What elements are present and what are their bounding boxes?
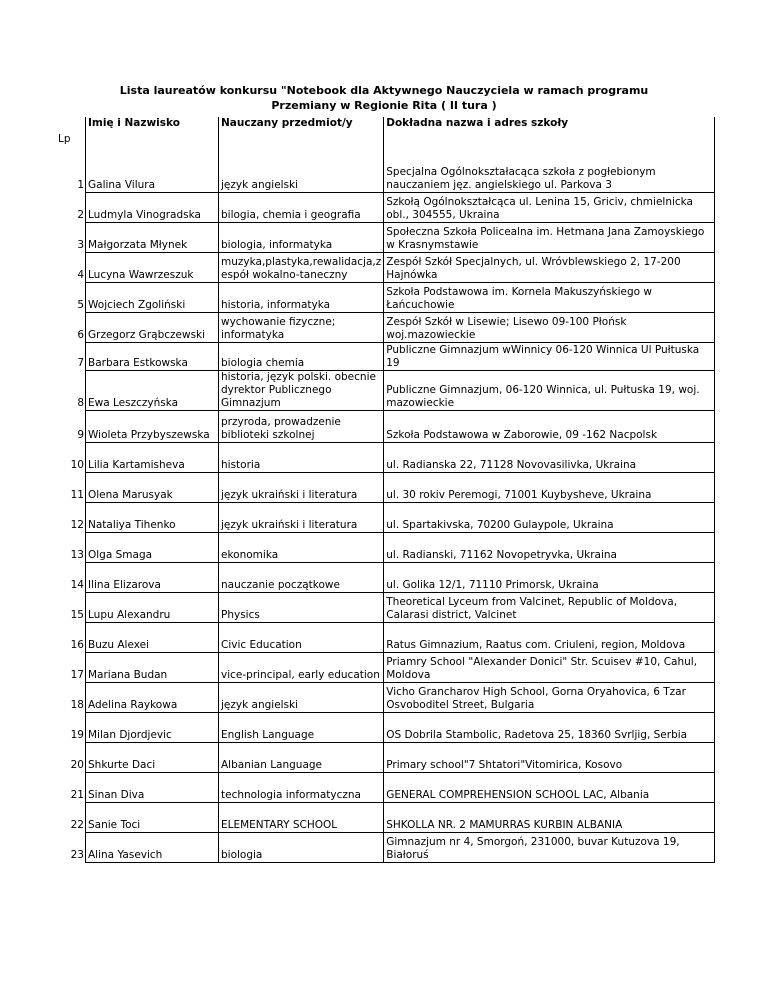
table-row: [58, 222, 715, 252]
header-school: Dokładna nazwa i adres szkoły: [384, 117, 715, 146]
table-row: [58, 742, 715, 772]
school-address: Szkoła Podstawowa im. Kornela Makuszyńskiego w Łańcuchowie: [384, 282, 715, 312]
teacher-name: Mariana Budan: [86, 652, 219, 682]
row-number: 10: [58, 442, 86, 472]
teacher-name: Lupu Alexandru: [86, 592, 219, 622]
table-row: [58, 712, 715, 742]
subject-taught: Civic Education: [219, 622, 384, 652]
school-address: Theoretical Lyceum from Valcinet, Republic of Moldova, Calarasi district, Valcinet: [384, 592, 715, 622]
table-row: [58, 410, 715, 442]
school-address: Szkoła Podstawowa w Zaborowie, 09 -162 Nacpolsk: [384, 410, 715, 442]
row-number: 22: [58, 802, 86, 832]
school-address: ul. 30 rokiv Peremogi, 71001 Kuybysheve, Ukraina: [384, 472, 715, 502]
row-number: 9: [58, 410, 86, 442]
row-number: 5: [58, 282, 86, 312]
teacher-name: Olga Smaga: [86, 532, 219, 562]
school-address: ul. Radianski, 71162 Novopetryvka, Ukraina: [384, 532, 715, 562]
table-row: [58, 370, 715, 410]
table-row: [58, 622, 715, 652]
table-row: [58, 342, 715, 370]
school-address: Zespół Szkół Specjalnych, ul. Wróvblewskiego 2, 17-200 Hajnówka: [384, 252, 715, 282]
table-row: [58, 146, 715, 192]
subject-taught: język ukraiński i literatura: [219, 472, 384, 502]
subject-taught: Albanian Language: [219, 742, 384, 772]
row-number: 19: [58, 712, 86, 742]
school-address: GENERAL COMPREHENSION SCHOOL LAC, Albania: [384, 772, 715, 802]
teacher-name: Grzegorz Grąbczewski: [86, 312, 219, 342]
table-row: [58, 592, 715, 622]
subject-taught: język angielski: [219, 146, 384, 192]
teacher-name: Lilia Kartamisheva: [86, 442, 219, 472]
subject-taught: wychowanie fizyczne; informatyka: [219, 312, 384, 342]
row-number: 20: [58, 742, 86, 772]
school-address: Priamry School "Alexander Donici" Str. Scuisev #10, Cahul, Moldova: [384, 652, 715, 682]
row-number: 18: [58, 682, 86, 712]
school-address: Gimnazjum nr 4, Smorgoń, 231000, buvar Kutuzova 19, Białoruś: [384, 832, 715, 862]
table-row: [58, 502, 715, 532]
subject-taught: biologia chemia: [219, 342, 384, 370]
subject-taught: historia, informatyka: [219, 282, 384, 312]
subject-taught: ekonomika: [219, 532, 384, 562]
school-address: Vicho Grancharov High School, Gorna Oryahovica, 6 Tzar Osvoboditel Street, Bulgaria: [384, 682, 715, 712]
document-title-line-2: Przemiany w Regionie Rita ( II tura ): [271, 99, 497, 112]
teacher-name: Adelina Raykowa: [86, 682, 219, 712]
table-row: [58, 832, 715, 862]
school-address: OS Dobrila Stambolic, Radetova 25, 18360 Svrljig, Serbia: [384, 712, 715, 742]
table-row: [58, 472, 715, 502]
teacher-name: Małgorzata Młynek: [86, 222, 219, 252]
subject-taught: muzyka,plastyka,rewalidacja,z espół wokalno-taneczny: [219, 252, 384, 282]
school-address: Ratus Gimnazium, Raatus com. Criuleni, region, Moldova: [384, 622, 715, 652]
table-row: [58, 192, 715, 222]
teacher-name: Wioleta Przybyszewska: [86, 410, 219, 442]
subject-taught: English Language: [219, 712, 384, 742]
document-title-line-1: Lista laureatów konkursu "Notebook dla Aktywnego Nauczyciela w ramach programu: [119, 84, 649, 97]
table-row: [58, 312, 715, 342]
teacher-name: Ilina Elizarova: [86, 562, 219, 592]
row-number: 2: [58, 192, 86, 222]
row-number: 16: [58, 622, 86, 652]
subject-taught: przyroda, prowadzenie biblioteki szkolnej: [219, 410, 384, 442]
row-number: 7: [58, 342, 86, 370]
school-address: ul. Spartakivska, 70200 Gulaypole, Ukraina: [384, 502, 715, 532]
row-number: 4: [58, 252, 86, 282]
subject-taught: vice-principal, early education: [219, 652, 384, 682]
teacher-name: Milan Djordjevic: [86, 712, 219, 742]
table-header-row: [58, 117, 715, 146]
subject-taught: nauczanie początkowe: [219, 562, 384, 592]
table-row: [58, 442, 715, 472]
subject-taught: technologia informatyczna: [219, 772, 384, 802]
row-number: 3: [58, 222, 86, 252]
teacher-name: Wojciech Zgoliński: [86, 282, 219, 312]
school-address: Specjalna Ogólnokształacąca szkoła z pogłebionym nauczaniem jęz. angielskiego ul. Parkova 3: [384, 146, 715, 192]
school-address: Społeczna Szkoła Policealna im. Hetmana Jana Zamoyskiego w Krasnymstawie: [384, 222, 715, 252]
school-address: Publiczne Gimnazjum wWinnicy 06-120 Winnica Ul Pułtuska 19: [384, 342, 715, 370]
school-address: ul. Radianska 22, 71128 Novovasilivka, Ukraina: [384, 442, 715, 472]
school-address: ul. Golika 12/1, 71110 Primorsk, Ukraina: [384, 562, 715, 592]
table-row: [58, 772, 715, 802]
row-number: 6: [58, 312, 86, 342]
teacher-name: Lucyna Wawrzeszuk: [86, 252, 219, 282]
subject-taught: bilogia, chemia i geografia: [219, 192, 384, 222]
row-number: 1: [58, 146, 86, 192]
school-address: Zespół Szkół w Lisewie; Lisewo 09-100 Płońsk woj.mazowieckie: [384, 312, 715, 342]
school-address: SHKOLLA NR. 2 MAMURRAS KURBIN ALBANIA: [384, 802, 715, 832]
row-number: 17: [58, 652, 86, 682]
teacher-name: Sinan Diva: [86, 772, 219, 802]
table-row: [58, 802, 715, 832]
subject-taught: język angielski: [219, 682, 384, 712]
laureates-table: [58, 117, 715, 863]
school-address: Primary school"7 Shtatori"Vitomirica, Kosovo: [384, 742, 715, 772]
table-row: [58, 652, 715, 682]
school-address: Szkołą Ogólnokształcąca ul. Lenina 15, Griciv, chmielnicka obl., 304555, Ukraina: [384, 192, 715, 222]
table-row: [58, 562, 715, 592]
teacher-name: Nataliya Tihenko: [86, 502, 219, 532]
row-number: 21: [58, 772, 86, 802]
teacher-name: Shkurte Daci: [86, 742, 219, 772]
table-row: [58, 532, 715, 562]
teacher-name: Olena Marusyak: [86, 472, 219, 502]
table-row: [58, 682, 715, 712]
teacher-name: Buzu Alexei: [86, 622, 219, 652]
teacher-name: Galina Vilura: [86, 146, 219, 192]
row-number: 8: [58, 370, 86, 410]
subject-taught: historia, język polski. obecnie dyrektor Publicznego Gimnazjum: [219, 370, 384, 410]
row-number: 14: [58, 562, 86, 592]
row-number: 13: [58, 532, 86, 562]
row-number: 15: [58, 592, 86, 622]
row-number: 11: [58, 472, 86, 502]
school-address: Publiczne Gimnazjum, 06-120 Winnica, ul. Pułtuska 19, woj. mazowieckie: [384, 370, 715, 410]
subject-taught: historia: [219, 442, 384, 472]
row-number: 23: [58, 832, 86, 862]
table-row: [58, 252, 715, 282]
subject-taught: biologia: [219, 832, 384, 862]
header-name: Imię i Nazwisko: [86, 117, 219, 146]
teacher-name: Ewa Leszczyńska: [86, 370, 219, 410]
header-lp: Lp: [58, 117, 86, 146]
header-subject: Nauczany przedmiot/y: [219, 117, 384, 146]
row-number: 12: [58, 502, 86, 532]
teacher-name: Barbara Estkowska: [86, 342, 219, 370]
subject-taught: biologia, informatyka: [219, 222, 384, 252]
teacher-name: Ludmyla Vinogradska: [86, 192, 219, 222]
teacher-name: Alina Yasevich: [86, 832, 219, 862]
table-row: [58, 282, 715, 312]
subject-taught: Physics: [219, 592, 384, 622]
subject-taught: język ukraiński i literatura: [219, 502, 384, 532]
subject-taught: ELEMENTARY SCHOOL: [219, 802, 384, 832]
teacher-name: Sanie Toci: [86, 802, 219, 832]
